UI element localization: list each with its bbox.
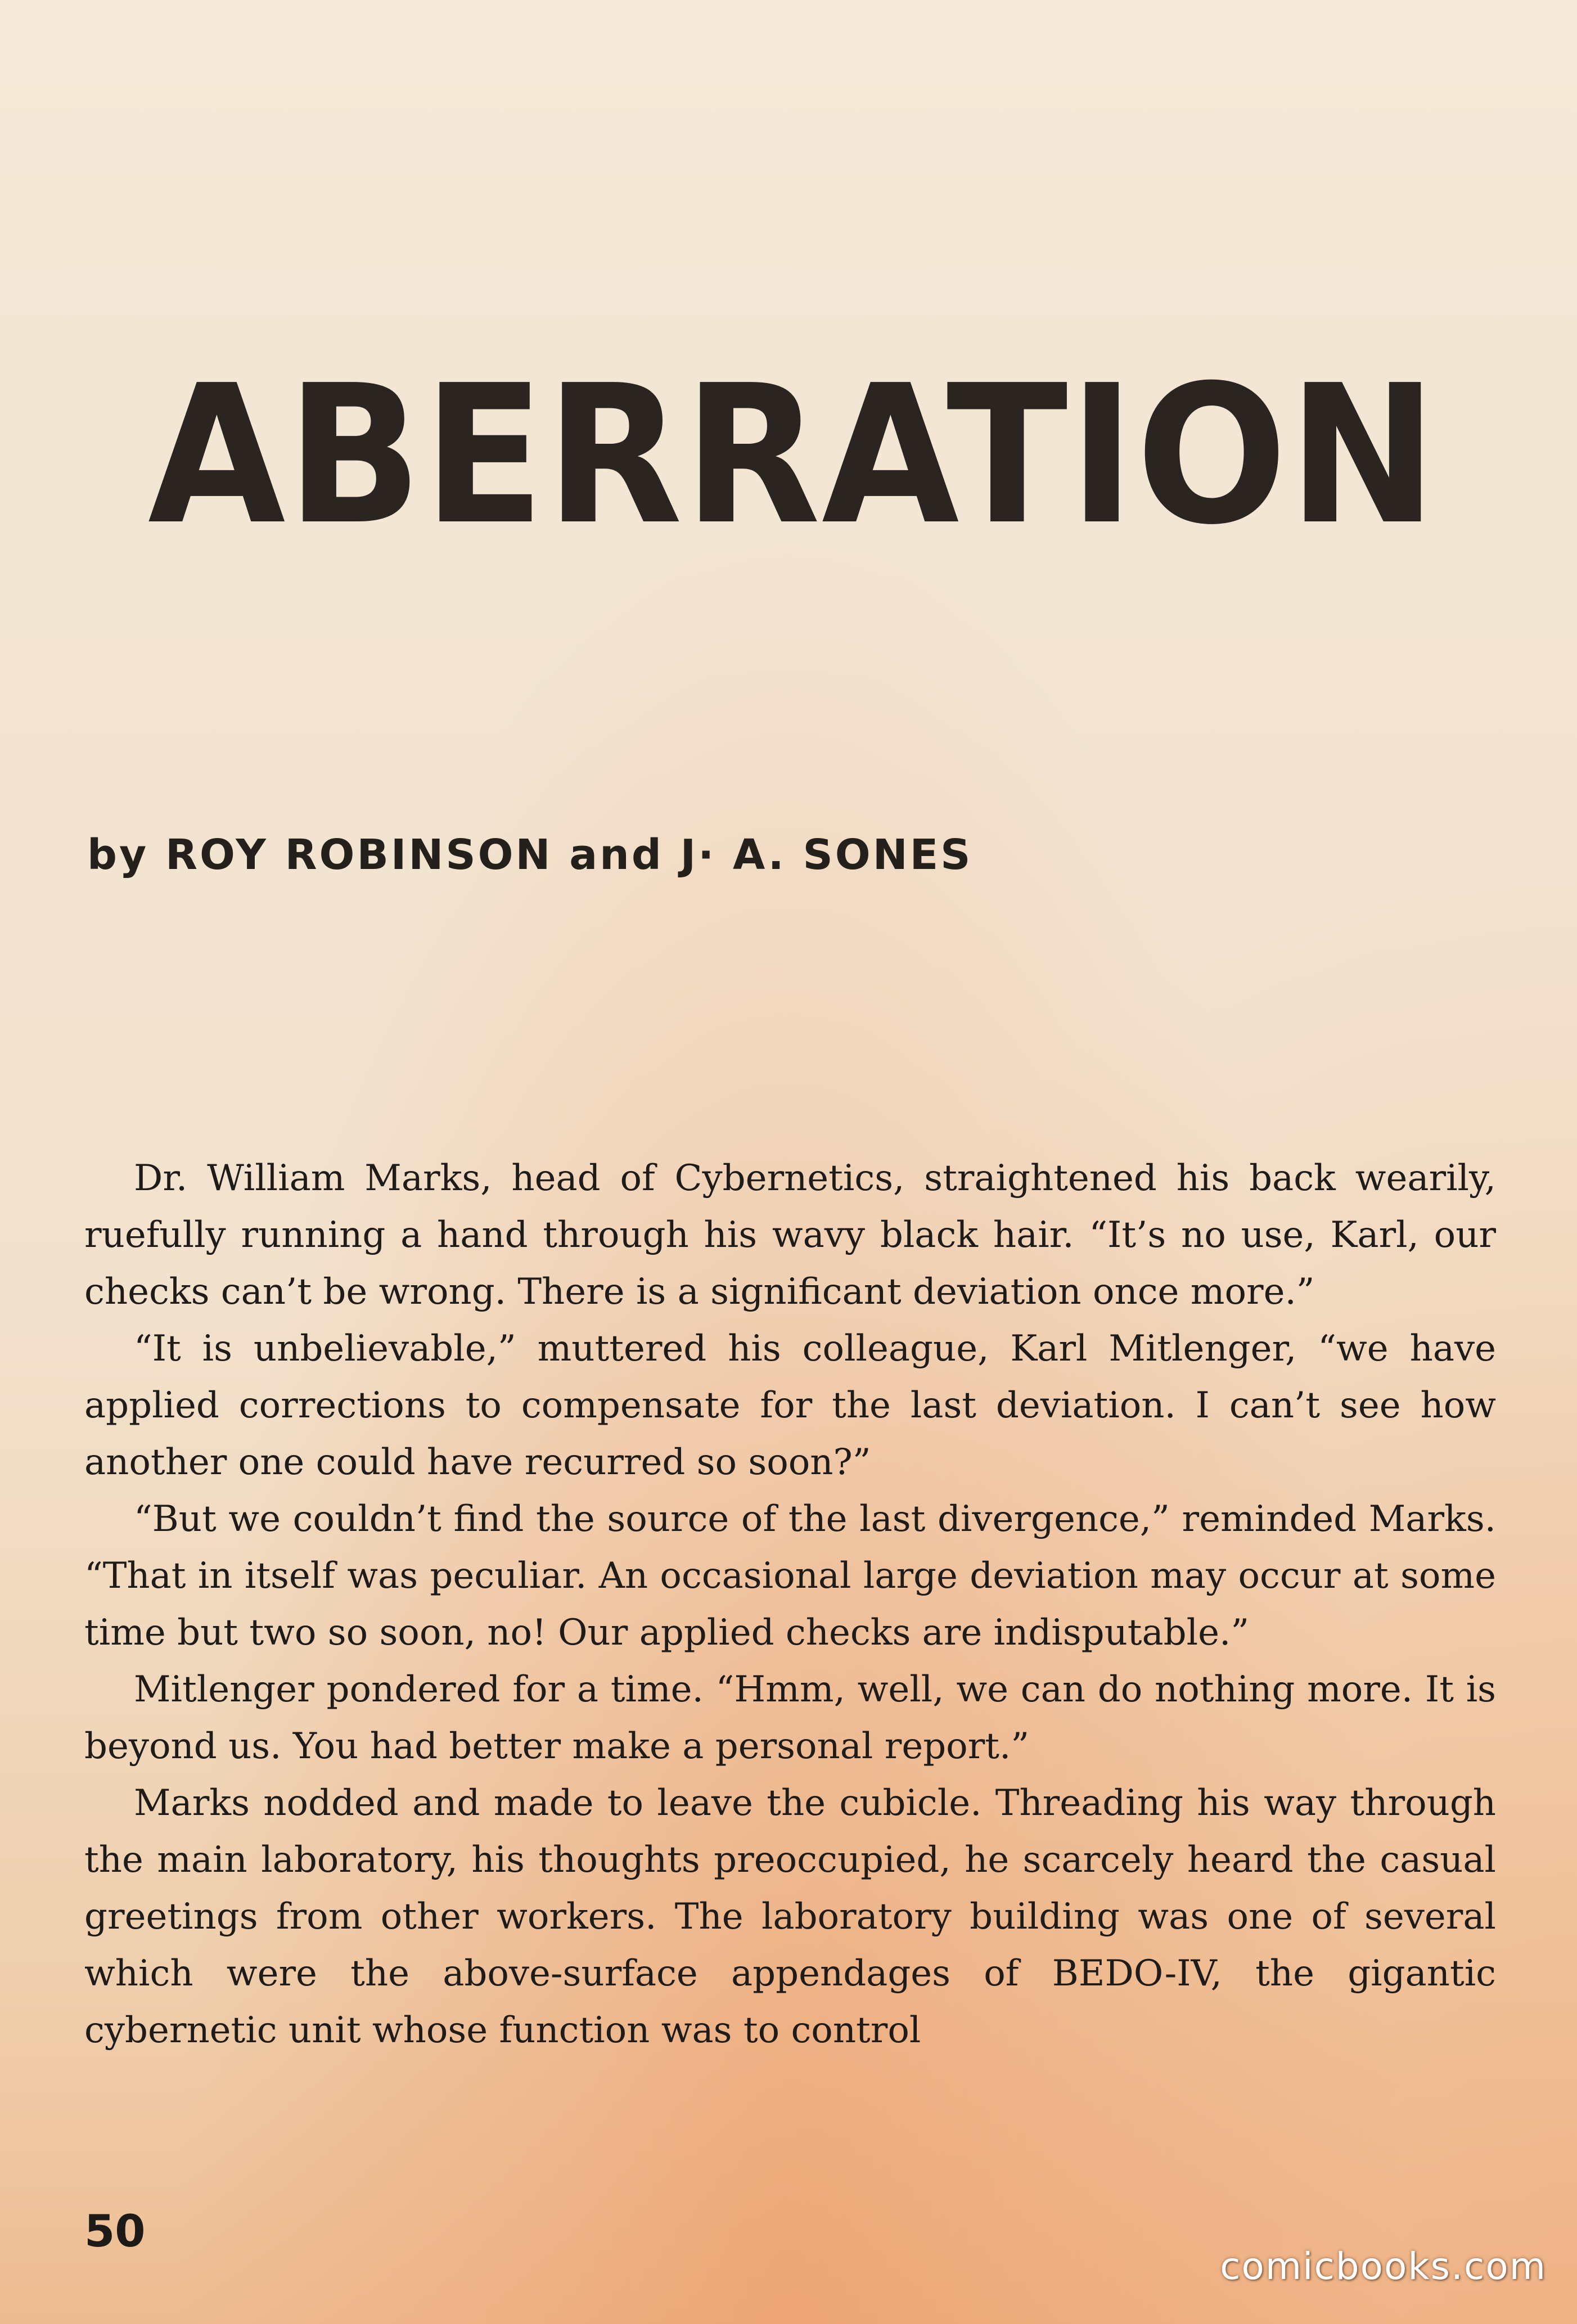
paragraph-2: “It is unbelievable,” muttered his colleague, Karl Mitlenger, “we have applied corrections to compensate for the last deviation. I can’t see how another one could have recurred so soon?” (84, 1328, 1496, 1483)
story-title: ABERRATION (147, 344, 1439, 567)
paragraph-1: Dr. William Marks, head of Cybernetics, straightened his back wearily, ruefully running a hand through his wavy black hair. “It’s no use, Karl, our checks can’t be wrong. There is a significant deviation once more.” (84, 1158, 1496, 1313)
paragraph-4: Mitlenger pondered for a time. “Hmm, well, we can do nothing more. It is beyond us. You had better make a personal report.” (84, 1669, 1496, 1767)
story-body (84, 1150, 1496, 2179)
watermark: comicbooks.com (1220, 2245, 1547, 2288)
author-byline: by ROY ROBINSON and J· A. SONES (87, 831, 973, 879)
paragraph-3: “But we couldn’t find the source of the last divergence,” reminded Marks. “That in itself was peculiar. An occasional large deviation may occur at some time but two so soon, no! Our applied checks are indisputable.” (84, 1498, 1496, 1654)
paragraph-5: Marks nodded and made to leave the cubicle. Threading his way through the main laboratory, his thoughts preoccupied, he scarcely heard the casual greetings from other workers. The laboratory building was one of several which were the above-surface appendages of BEDO-IV, the gigantic cybernetic unit whose function was to control (84, 1782, 1496, 2051)
page-number: 50 (84, 2206, 146, 2257)
